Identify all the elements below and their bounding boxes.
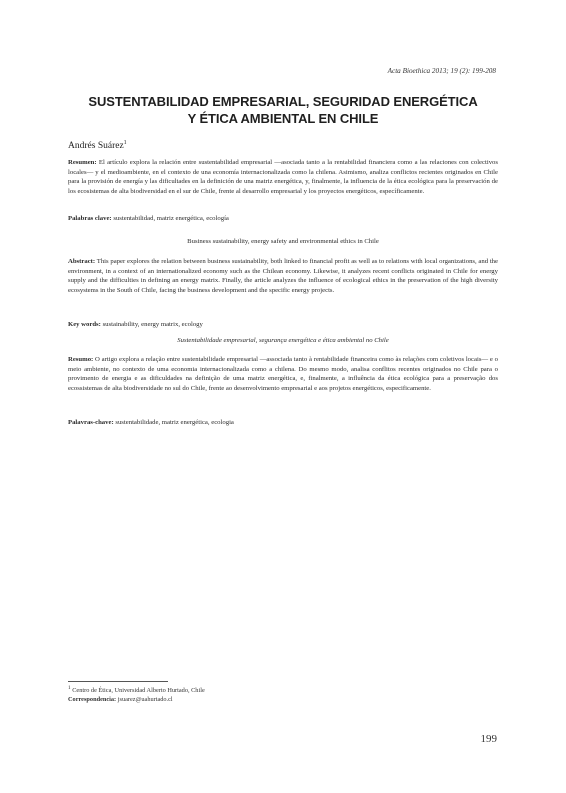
title-line-1: SUSTENTABILIDAD EMPRESARIAL, SEGURIDAD ENERGÉTICA (88, 94, 478, 109)
page-number: 199 (480, 733, 497, 745)
affiliation-mark: 1 (68, 685, 71, 691)
author (68, 140, 127, 151)
palavras-chave-label: Palavras-chave: (68, 419, 114, 426)
article-title (60, 93, 506, 127)
correspondence-label: Correspondencia: (68, 696, 117, 703)
abstract-text: This paper explores the relation between business sustainability, both linked to financial profit as well as to relations with local organizations, and the environment, in a context of an internationalized economy such as the Chilean economy. Likewise, it analyzes recent conflicts originated in Chile for energy supply and the difficulties in defining an energy matrix. Finally, the article analyzes the influence of ecological ethics in the preservation of the high diversity ecosystems in the South of Chile, facing the business development and the specific energy projects. (68, 258, 498, 294)
key-words (68, 320, 498, 330)
correspondence-email[interactable]: jsuarez@uahurtado.cl (116, 696, 173, 703)
palavras-chave (68, 418, 498, 428)
palabras-clave (68, 214, 498, 224)
resumo-paragraph (68, 355, 498, 393)
resumen-paragraph (68, 158, 498, 196)
resumo-label: Resumo: (68, 356, 94, 363)
english-title: Business sustainability, energy safety and environmental ethics in Chile (187, 238, 379, 245)
key-words-label: Key words: (68, 321, 101, 328)
footnote-divider (68, 681, 168, 682)
author-name: Andrés Suárez (68, 141, 124, 152)
palabras-clave-text: sustentabilidad, matriz energética, ecología (111, 215, 229, 222)
affiliation-text: Centro de Ética, Universidad Alberto Hurtado, Chile (72, 687, 205, 695)
resumo-text: O artigo explora a relação entre sustentabilidade empresarial —associada tanto à rentabilidade financeira como às relações com coletivos locais— e o meio ambiente, no contexto de uma economia internacionalizada como a chilena. Do mesmo modo, analisa conflitos recentes originados no Chile para o provimento de energia e as dificuldades na definição de uma matriz energética, e, finalmente, a influência da ética ecológica para a preservação dos ecossistemas de alta biodiversidade no sul do Chile, frente ao desenvolvimento empresarial e aos projetos energéticos, especificamente. (68, 356, 498, 392)
footnote-affiliation (68, 684, 205, 695)
running-head: Acta Bioethica 2013; 19 (2): 199-208 (387, 67, 496, 75)
palavras-chave-text: sustentabilidade, matriz energética, ecologia (113, 419, 234, 426)
author-footnote-mark: 1 (123, 140, 127, 146)
key-words-text: sustainability, energy matrix, ecology (100, 321, 203, 328)
palabras-clave-label: Palabras clave: (68, 215, 112, 222)
abstract-paragraph (68, 257, 498, 295)
title-line-2: Y ÉTICA AMBIENTAL EN CHILE (187, 111, 379, 126)
resumen-text: El artículo explora la relación entre sustentabilidad empresarial —asociada tanto a la rentabilidad financiera como a las relaciones con colectivos locales— y el medioambiente, en el contexto de una economía internacionalizada como la chilena. Asimismo, analiza conflictos recientes originados en Chile para la provisión de energía y las dificultades en la definición de una matriz energética, y, finalmente, la influencia de la ética ecológica para la preservación de los ecosistemas de alta biodiversidad en el sur de Chile, frente al desarrollo empresarial y los proyectos energéticos, específicamente. (68, 159, 498, 195)
resumen-label: Resumen: (68, 159, 97, 166)
portuguese-title: Sustentabilidade empresarial, segurança energética e ética ambiental no Chile (177, 337, 389, 344)
footnote-correspondence (68, 695, 173, 704)
abstract-label: Abstract: (68, 258, 96, 265)
